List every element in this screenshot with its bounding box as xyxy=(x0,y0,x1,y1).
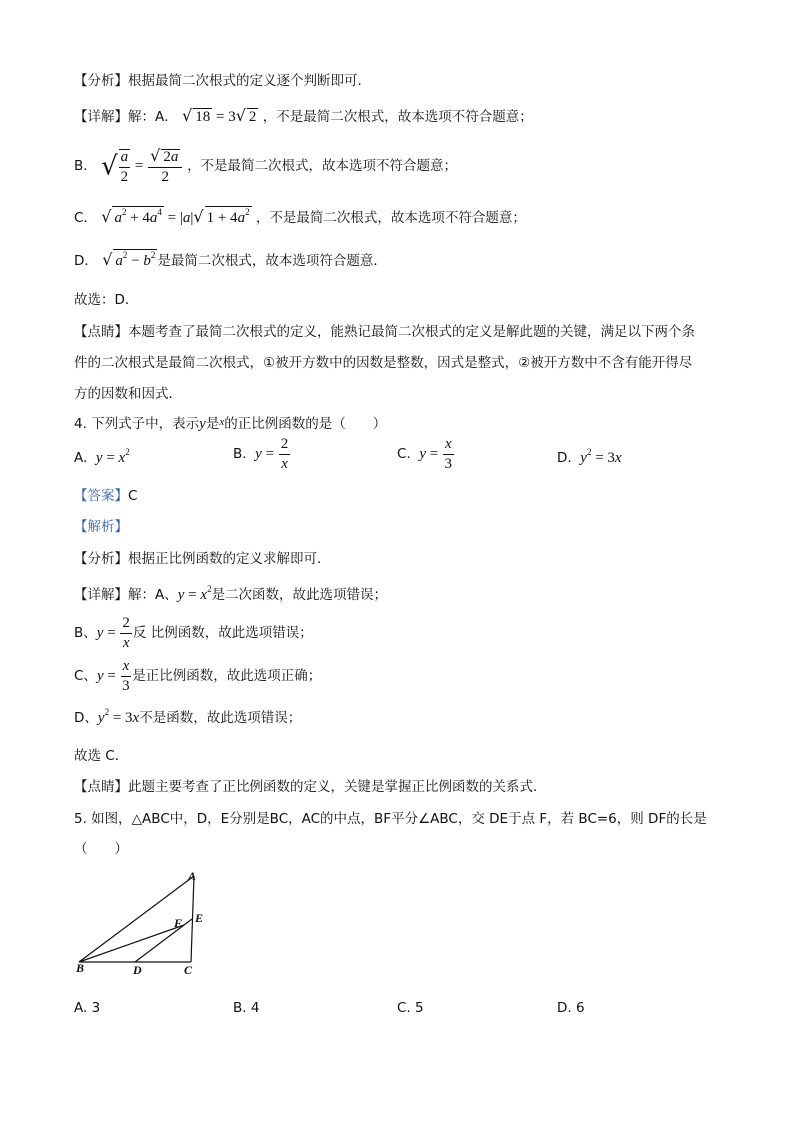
math-sqrt18: √ 18 = 3√ 2 xyxy=(182,106,257,125)
triangle-figure xyxy=(60,866,230,981)
q4-detail-d: D、$y^2 = 3x$不是函数，故此选项错误； xyxy=(74,707,302,726)
label-a: A xyxy=(188,869,197,883)
label-d: D xyxy=(133,963,142,977)
q4-answer xyxy=(74,484,137,504)
q4-choice: 故选 C． xyxy=(74,748,129,764)
q5-option-a[interactable]: A. 3 xyxy=(74,1000,101,1016)
detail-d-text: 是最简二次根式，故本选项符合题意． xyxy=(157,253,387,269)
q5-option-b[interactable]: B. 4 xyxy=(233,1000,260,1016)
q4-jiexi-tag: 【解析】 xyxy=(74,519,128,535)
q3-comment-l2: 件的二次根式是最简二次根式，①被开方数中的因数是整数，因式是整式，②被开方数中不含有能开得尽 xyxy=(74,355,693,371)
answer-tag: 【答案】 xyxy=(74,488,128,504)
detail-c-text: ，不是最简二次根式，故本选项不符合题意； xyxy=(255,210,526,226)
math-b: √ $\frac{a}{2}$ = $\frac{√ 2a}{2}$ xyxy=(101,158,187,174)
q5-stem-bracket: （ ） xyxy=(74,841,128,857)
label-c: C xyxy=(184,963,193,977)
q4-option-b[interactable]: B. y = $\frac{2}{x}$ xyxy=(233,436,289,472)
q4-option-c[interactable]: C. y = $\frac{x}{3}$ xyxy=(397,436,453,472)
detail-a-text: ，不是最简二次根式，故本选项不符合题意； xyxy=(262,109,533,125)
q4-option-a[interactable]: A. $y = x^2$ xyxy=(74,447,130,466)
detail-b-text: ，不是最简二次根式，故本选项不符合题意； xyxy=(187,157,458,174)
q5-option-d[interactable]: D. 6 xyxy=(557,1000,585,1016)
analysis-tag: 【分析】 xyxy=(74,73,128,89)
q3-comment-l1: 【点睛】本题考查了最简二次根式的定义，能熟记最简二次根式的定义是解此题的关键，满足以下两个条 xyxy=(74,324,695,340)
q3-detail-b xyxy=(74,148,457,185)
q3-detail-d xyxy=(74,249,387,270)
q3-detail-c xyxy=(74,206,526,227)
q4-detail-c: C、y = $\frac{x}{3}$ 是正比例函数，故此选项正确； xyxy=(74,658,322,694)
math-c: √ $a^2 + 4a^4 = |a|√$ $1 + 4a^2$ xyxy=(101,207,250,226)
q3-detail-a xyxy=(74,105,533,126)
q4-option-d[interactable]: D. $y^2 = 3x$ xyxy=(557,447,622,466)
math-d: √ $a^2 - b^2$ xyxy=(102,250,156,269)
q3-choice: 故选：D． xyxy=(74,292,139,308)
label-b: B xyxy=(76,961,85,975)
q5-option-c[interactable]: C. 5 xyxy=(397,1000,424,1016)
q4-analysis: 【分析】根据正比例函数的定义求解即可. xyxy=(74,551,322,567)
detail-tag: 【详解】 xyxy=(74,109,128,125)
q4-stem: 4. 下列式子中，表示y是$^x$的正比例函数的是（ ） xyxy=(74,416,387,432)
analysis-text: 根据最简二次根式的定义逐个判断即可． xyxy=(128,73,371,89)
d-label: D． xyxy=(74,253,98,269)
detail-lead: 解：A． xyxy=(128,109,178,125)
q5-stem: 5. 如图，△ABC中，D，E分别是BC，AC的中点，BF平分∠ABC，交 DE于点 F，若 BC=6，则 DF的长是 xyxy=(74,811,707,827)
line-bf xyxy=(79,925,184,962)
label-f: F xyxy=(174,916,183,930)
label-e: E xyxy=(195,911,204,925)
q3-comment-l3: 方的因数和因式． xyxy=(74,386,182,402)
answer-value: C xyxy=(128,488,138,504)
comment-tag: 【点睛】 xyxy=(74,324,128,340)
q4-detail-b: B、y = $\frac{2}{x}$ 反 比例函数，故此选项错误； xyxy=(74,615,313,651)
b-label: B． xyxy=(74,157,97,174)
c-label: C． xyxy=(74,210,97,226)
q3-analysis xyxy=(74,69,371,89)
q4-comment: 【点睛】此题主要考查了正比例函数的定义，关键是掌握正比例函数的关系式． xyxy=(74,779,547,795)
q4-detail-a: 【详解】解：A、$y = x^2$是二次函数，故此选项错误； xyxy=(74,584,388,603)
